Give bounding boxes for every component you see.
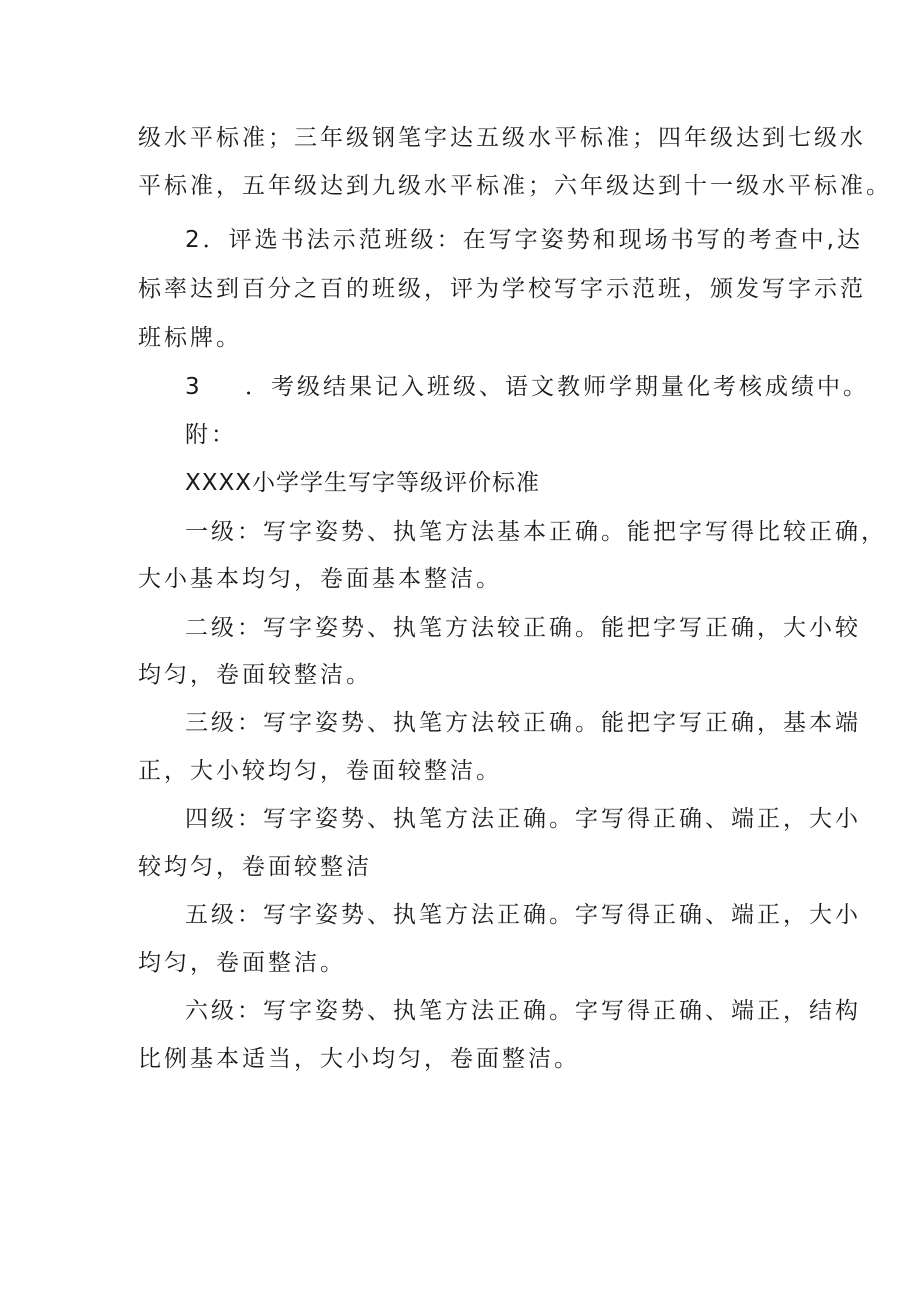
level-1-line-1: 一级：写字姿势、执笔方法基本正确。能把字写得比较正确， (185, 519, 887, 545)
item-3-text: ．考级结果记入班级、语文教师学期量化考核成绩中。 (245, 374, 869, 400)
level-4-line-2: 较均匀，卷面较整洁 (138, 854, 372, 880)
level-1-line-2: 大小基本均匀，卷面基本整洁。 (138, 566, 502, 592)
level-4-line-1: 四级：写字姿势、执笔方法正确。字写得正确、端正，大小 (185, 806, 861, 832)
level-3-line-2: 正，大小较均匀，卷面较整洁。 (138, 758, 502, 784)
paragraph-line: 平标准，五年级达到九级水平标准；六年级达到十一级水平标准。 (138, 173, 892, 199)
level-5-line-1: 五级：写字姿势、执笔方法正确。字写得正确、端正，大小 (185, 902, 861, 928)
appendix-label: 附： (185, 422, 237, 448)
paragraph-line: 班标牌。 (138, 325, 242, 351)
paragraph-line: 级水平标准；三年级钢笔字达五级水平标准；四年级达到七级水 (138, 125, 866, 151)
level-2-line-2: 均匀，卷面较整洁。 (138, 662, 372, 688)
item-3-number: 3 (185, 374, 200, 400)
level-6-line-1: 六级：写字姿势、执笔方法正确。字写得正确、端正，结构 (185, 998, 861, 1024)
level-2-line-1: 二级：写字姿势、执笔方法较正确。能把字写正确，大小较 (185, 615, 861, 641)
paragraph-line: 标率达到百分之百的班级，评为学校写字示范班，颁发写字示范 (138, 276, 866, 302)
level-6-line-2: 比例基本适当，大小均匀，卷面整洁。 (138, 1046, 580, 1072)
level-3-line-1: 三级：写字姿势、执笔方法较正确。能把字写正确，基本端 (185, 710, 861, 736)
level-5-line-2: 均匀，卷面整洁。 (138, 950, 346, 976)
standard-title: XXXX小学学生写字等级评价标准 (185, 470, 541, 496)
item-2-line: 2．评选书法示范班级：在写字姿势和现场书写的考查中,达 (185, 227, 863, 253)
